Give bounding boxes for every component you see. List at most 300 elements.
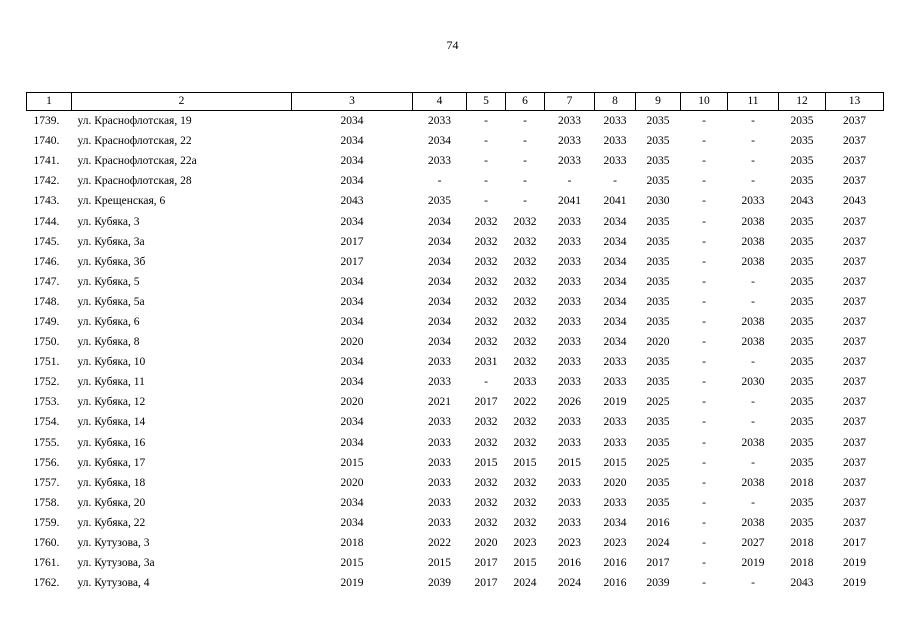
cell-row-number: 1758.	[33, 496, 60, 509]
cell-value-col-10: -	[702, 577, 706, 590]
cell-value-col-3: 2043	[340, 195, 364, 208]
table-row	[27, 352, 884, 372]
cell-value-col-10: -	[702, 376, 706, 389]
cell-value-col-10: -	[702, 275, 706, 288]
cell-value-col-3: 2034	[340, 155, 364, 168]
cell-value-col-8: 2015	[603, 456, 627, 469]
table-row	[27, 232, 884, 252]
cell-value-col-3: 2015	[340, 557, 364, 570]
cell-value-col-8: 2034	[603, 295, 627, 308]
column-header: 12	[779, 93, 826, 111]
cell-value-col-12: 2035	[790, 396, 814, 409]
cell-value-col-7: 2015	[558, 456, 581, 469]
cell-value-col-8: 2041	[603, 195, 627, 208]
cell-row-number: 1744.	[33, 215, 60, 228]
cell-value-col-7: 2033	[558, 516, 581, 529]
cell-address: ул. Краснофлотская, 22а	[77, 155, 197, 168]
cell-value-col-10: -	[702, 215, 706, 228]
cell-address: ул. Кубяка, 16	[77, 436, 146, 449]
cell-value-col-11: 2038	[741, 476, 765, 489]
column-header: 7	[545, 93, 595, 111]
cell-value-col-3: 2034	[340, 215, 364, 228]
cell-value-col-3: 2020	[340, 336, 364, 349]
table-row	[27, 533, 884, 553]
table-row	[27, 412, 884, 432]
cell-value-col-4: 2033	[428, 155, 451, 168]
cell-value-col-13: 2037	[843, 115, 866, 128]
cell-value-col-13: 2043	[843, 195, 866, 208]
cell-value-col-7: 2026	[558, 396, 581, 409]
cell-value-col-9: 2017	[646, 557, 670, 570]
cell-value-col-10: -	[702, 175, 706, 188]
cell-value-col-10: -	[702, 396, 706, 409]
cell-value-col-4: 2033	[428, 496, 451, 509]
cell-value-col-6: 2032	[513, 516, 537, 529]
cell-value-col-5: 2031	[474, 356, 498, 369]
column-header: 13	[826, 93, 884, 111]
cell-value-col-8: 2034	[603, 516, 627, 529]
table-row	[27, 292, 884, 312]
cell-value-col-5: -	[484, 155, 488, 168]
cell-value-col-5: 2032	[474, 295, 498, 308]
cell-value-col-5: -	[484, 175, 488, 188]
cell-value-col-4: 2034	[428, 255, 451, 268]
cell-value-col-12: 2035	[790, 115, 814, 128]
cell-value-col-8: 2034	[603, 255, 627, 268]
cell-value-col-5: 2032	[474, 215, 498, 228]
cell-value-col-13: 2037	[843, 255, 866, 268]
cell-value-col-13: 2037	[843, 235, 866, 248]
table-row	[27, 453, 884, 473]
cell-value-col-7: 2033	[558, 356, 581, 369]
cell-row-number: 1748.	[33, 295, 60, 308]
cell-value-col-7: 2041	[558, 195, 581, 208]
cell-value-col-10: -	[702, 456, 706, 469]
cell-value-col-4: 2021	[428, 396, 451, 409]
cell-value-col-12: 2035	[790, 275, 814, 288]
cell-value-col-9: 2024	[646, 537, 670, 550]
cell-value-col-12: 2035	[790, 315, 814, 328]
cell-value-col-3: 2020	[340, 476, 364, 489]
cell-value-col-3: 2020	[340, 396, 364, 409]
cell-value-col-9: 2035	[646, 436, 670, 449]
cell-value-col-6: 2023	[513, 537, 537, 550]
cell-address: ул. Кутузова, 4	[77, 577, 150, 590]
cell-value-col-9: 2025	[646, 396, 670, 409]
cell-value-col-10: -	[702, 255, 706, 268]
cell-value-col-8: 2034	[603, 275, 627, 288]
cell-address: ул. Краснофлотская, 22	[77, 135, 192, 148]
cell-value-col-11: 2027	[741, 537, 765, 550]
cell-value-col-8: 2033	[603, 155, 627, 168]
cell-value-col-8: 2033	[603, 436, 627, 449]
data-table	[26, 92, 884, 593]
cell-value-col-8: 2034	[603, 315, 627, 328]
table-body	[27, 111, 884, 594]
cell-address: ул. Краснофлотская, 19	[77, 115, 192, 128]
table-row	[27, 151, 884, 171]
cell-address: ул. Краснофлотская, 28	[77, 175, 192, 188]
cell-value-col-3: 2015	[340, 456, 364, 469]
table-row	[27, 211, 884, 231]
cell-value-col-12: 2018	[790, 557, 814, 570]
cell-value-col-4: 2034	[428, 235, 451, 248]
cell-address: ул. Кубяка, 5	[77, 275, 140, 288]
column-header: 5	[467, 93, 506, 111]
column-header: 1	[27, 93, 72, 111]
cell-value-col-6: -	[523, 135, 527, 148]
cell-value-col-9: 2035	[646, 155, 670, 168]
cell-value-col-12: 2035	[790, 135, 814, 148]
cell-value-col-11: 2038	[741, 516, 765, 529]
cell-value-col-3: 2034	[340, 275, 364, 288]
cell-value-col-7: 2033	[558, 155, 581, 168]
cell-value-col-10: -	[702, 476, 706, 489]
cell-row-number: 1761.	[33, 557, 60, 570]
table-row	[27, 111, 884, 132]
cell-value-col-6: -	[523, 155, 527, 168]
cell-value-col-13: 2017	[843, 537, 866, 550]
table-row	[27, 473, 884, 493]
table-row	[27, 553, 884, 573]
cell-address: ул. Кубяка, 3б	[77, 255, 146, 268]
cell-value-col-9: 2035	[646, 255, 670, 268]
cell-value-col-5: 2032	[474, 255, 498, 268]
cell-value-col-13: 2037	[843, 416, 866, 429]
cell-row-number: 1746.	[33, 255, 60, 268]
cell-address: ул. Кубяка, 11	[77, 376, 145, 389]
table-row	[27, 312, 884, 332]
cell-address: ул. Кубяка, 10	[77, 356, 146, 369]
cell-value-col-4: 2034	[428, 336, 451, 349]
cell-value-col-8: 2033	[603, 135, 627, 148]
cell-value-col-9: 2035	[646, 215, 670, 228]
cell-value-col-9: 2035	[646, 115, 670, 128]
header-row	[27, 93, 884, 111]
cell-value-col-6: 2015	[513, 557, 537, 570]
cell-value-col-6: -	[523, 175, 527, 188]
cell-value-col-7: -	[567, 175, 572, 188]
cell-value-col-6: 2015	[513, 456, 537, 469]
cell-value-col-8: 2020	[603, 476, 627, 489]
cell-address: ул. Кубяка, 22	[77, 516, 146, 529]
cell-value-col-4: 2033	[428, 416, 451, 429]
cell-value-col-11: 2038	[741, 436, 765, 449]
cell-value-col-13: 2037	[843, 135, 866, 148]
cell-value-col-7: 2016	[558, 557, 581, 570]
cell-value-col-12: 2043	[790, 195, 814, 208]
cell-value-col-7: 2033	[558, 315, 581, 328]
cell-value-col-5: -	[484, 135, 488, 148]
column-header: 10	[681, 93, 728, 111]
cell-value-col-4: 2034	[428, 295, 451, 308]
cell-value-col-13: 2037	[843, 336, 866, 349]
cell-value-col-3: 2034	[340, 516, 364, 529]
cell-value-col-7: 2033	[558, 235, 581, 248]
cell-value-col-13: 2037	[843, 215, 866, 228]
cell-value-col-13: 2037	[843, 315, 866, 328]
table-row	[27, 131, 884, 151]
cell-value-col-7: 2033	[558, 295, 581, 308]
cell-value-col-11: 2038	[741, 336, 765, 349]
cell-value-col-12: 2035	[790, 336, 814, 349]
cell-value-col-11: 2033	[741, 195, 765, 208]
cell-value-col-10: -	[702, 336, 706, 349]
table-row	[27, 573, 884, 593]
cell-value-col-4: 2034	[428, 275, 451, 288]
cell-value-col-6: 2032	[513, 416, 537, 429]
cell-value-col-12: 2035	[790, 516, 814, 529]
cell-value-col-13: 2037	[843, 496, 866, 509]
cell-value-col-10: -	[702, 416, 706, 429]
cell-value-col-3: 2034	[340, 135, 364, 148]
cell-value-col-8: 2033	[603, 115, 627, 128]
cell-row-number: 1753.	[33, 396, 60, 409]
cell-value-col-11: -	[751, 275, 755, 288]
cell-value-col-9: 2020	[646, 336, 670, 349]
cell-value-col-3: 2034	[340, 376, 364, 389]
cell-value-col-4: 2035	[428, 195, 451, 208]
cell-value-col-11: 2030	[741, 376, 765, 389]
column-header: 2	[72, 93, 292, 111]
page-number: 74	[446, 38, 459, 52]
cell-row-number: 1754.	[33, 416, 60, 429]
cell-value-col-4: 2039	[428, 577, 451, 590]
cell-value-col-7: 2033	[558, 275, 581, 288]
cell-value-col-13: 2037	[843, 275, 866, 288]
cell-row-number: 1739.	[33, 115, 60, 128]
cell-row-number: 1759.	[33, 516, 60, 529]
cell-value-col-3: 2034	[340, 115, 364, 128]
cell-value-col-7: 2033	[558, 255, 581, 268]
cell-value-col-13: 2037	[843, 456, 866, 469]
cell-value-col-5: 2032	[474, 496, 498, 509]
cell-value-col-3: 2019	[340, 577, 364, 590]
cell-value-col-12: 2035	[790, 235, 814, 248]
cell-value-col-13: 2037	[843, 155, 866, 168]
cell-row-number: 1741.	[33, 155, 60, 168]
cell-value-col-9: 2035	[646, 496, 670, 509]
cell-value-col-4: 2034	[428, 135, 451, 148]
cell-row-number: 1743.	[33, 195, 60, 208]
cell-value-col-8: 2019	[603, 396, 627, 409]
cell-value-col-12: 2035	[790, 376, 814, 389]
cell-value-col-8: 2033	[603, 356, 627, 369]
cell-value-col-11: -	[751, 416, 755, 429]
cell-value-col-3: 2034	[340, 496, 364, 509]
cell-value-col-9: 2030	[646, 195, 670, 208]
cell-value-col-8: 2016	[603, 557, 627, 570]
cell-value-col-5: 2017	[474, 396, 498, 409]
cell-value-col-9: 2035	[646, 235, 670, 248]
cell-address: ул. Кубяка, 17	[77, 456, 146, 469]
cell-value-col-6: 2032	[513, 356, 537, 369]
cell-value-col-4: -	[437, 175, 442, 188]
cell-value-col-5: 2017	[474, 577, 498, 590]
cell-value-col-5: -	[484, 376, 488, 389]
cell-value-col-7: 2023	[558, 537, 581, 550]
cell-value-col-5: 2015	[474, 456, 498, 469]
cell-value-col-13: 2037	[843, 476, 866, 489]
cell-row-number: 1747.	[33, 275, 60, 288]
cell-value-col-7: 2033	[558, 115, 581, 128]
cell-value-col-11: -	[751, 396, 755, 409]
cell-value-col-4: 2033	[428, 436, 451, 449]
cell-row-number: 1750.	[33, 336, 60, 349]
cell-value-col-9: 2035	[646, 476, 670, 489]
cell-value-col-9: 2016	[646, 516, 670, 529]
cell-value-col-7: 2033	[558, 416, 581, 429]
cell-value-col-7: 2024	[558, 577, 581, 590]
cell-value-col-7: 2033	[558, 135, 581, 148]
cell-value-col-5: 2032	[474, 235, 498, 248]
cell-row-number: 1762.	[33, 577, 60, 590]
cell-value-col-12: 2018	[790, 537, 814, 550]
cell-value-col-4: 2033	[428, 115, 451, 128]
cell-value-col-12: 2035	[790, 416, 814, 429]
cell-value-col-5: 2032	[474, 315, 498, 328]
cell-row-number: 1751.	[33, 356, 60, 369]
column-header: 11	[728, 93, 779, 111]
cell-value-col-6: 2032	[513, 255, 537, 268]
cell-value-col-12: 2018	[790, 476, 814, 489]
cell-value-col-6: 2032	[513, 215, 537, 228]
cell-row-number: 1745.	[33, 235, 60, 248]
cell-value-col-11: -	[751, 175, 755, 188]
cell-value-col-5: 2032	[474, 336, 498, 349]
cell-address: ул. Кутузова, 3а	[77, 557, 155, 570]
cell-value-col-6: -	[523, 115, 527, 128]
cell-value-col-3: 2034	[340, 436, 364, 449]
table-row	[27, 433, 884, 453]
cell-value-col-5: -	[484, 115, 488, 128]
cell-value-col-11: -	[751, 155, 755, 168]
cell-row-number: 1749.	[33, 315, 60, 328]
cell-value-col-9: 2035	[646, 275, 670, 288]
cell-value-col-6: -	[523, 195, 527, 208]
cell-value-col-10: -	[702, 516, 706, 529]
cell-value-col-6: 2032	[513, 315, 537, 328]
cell-address: ул. Кубяка, 8	[77, 336, 140, 349]
cell-value-col-12: 2035	[790, 295, 814, 308]
cell-value-col-7: 2033	[558, 215, 581, 228]
cell-value-col-3: 2017	[340, 235, 364, 248]
cell-value-col-8: 2034	[603, 235, 627, 248]
cell-address: ул. Кутузова, 3	[77, 537, 150, 550]
cell-value-col-12: 2043	[790, 577, 814, 590]
cell-address: ул. Кубяка, 12	[77, 396, 146, 409]
cell-row-number: 1752.	[33, 376, 60, 389]
cell-value-col-3: 2034	[340, 295, 364, 308]
cell-value-col-5: 2020	[474, 537, 498, 550]
table-row	[27, 392, 884, 412]
cell-value-col-6: 2032	[513, 436, 537, 449]
column-header: 6	[506, 93, 545, 111]
cell-value-col-12: 2035	[790, 175, 814, 188]
cell-value-col-6: 2032	[513, 295, 537, 308]
cell-value-col-10: -	[702, 195, 706, 208]
cell-row-number: 1742.	[33, 175, 60, 188]
cell-value-col-9: 2035	[646, 135, 670, 148]
cell-value-col-7: 2033	[558, 496, 581, 509]
cell-value-col-6: 2032	[513, 496, 537, 509]
cell-row-number: 1757.	[33, 476, 60, 489]
cell-value-col-4: 2015	[428, 557, 451, 570]
cell-value-col-10: -	[702, 115, 706, 128]
cell-value-col-13: 2037	[843, 516, 866, 529]
cell-address: ул. Кубяка, 14	[77, 416, 146, 429]
table-row	[27, 191, 884, 211]
cell-address: ул. Кубяка, 6	[77, 315, 140, 328]
cell-value-col-6: 2024	[513, 577, 537, 590]
cell-value-col-10: -	[702, 135, 706, 148]
cell-value-col-8: 2033	[603, 496, 627, 509]
cell-value-col-11: 2019	[741, 557, 765, 570]
cell-address: ул. Кубяка, 20	[77, 496, 146, 509]
cell-value-col-9: 2035	[646, 356, 670, 369]
cell-value-col-9: 2035	[646, 416, 670, 429]
table-row	[27, 513, 884, 533]
cell-value-col-6: 2033	[513, 376, 537, 389]
cell-value-col-3: 2034	[340, 175, 364, 188]
cell-value-col-3: 2017	[340, 255, 364, 268]
cell-value-col-13: 2037	[843, 376, 866, 389]
cell-value-col-11: -	[751, 577, 755, 590]
cell-value-col-4: 2034	[428, 215, 451, 228]
cell-row-number: 1756.	[33, 456, 60, 469]
cell-value-col-3: 2034	[340, 356, 364, 369]
cell-value-col-5: 2032	[474, 436, 498, 449]
cell-value-col-5: 2032	[474, 476, 498, 489]
cell-value-col-10: -	[702, 295, 706, 308]
cell-value-col-13: 2037	[843, 356, 866, 369]
cell-value-col-4: 2033	[428, 476, 451, 489]
cell-value-col-4: 2033	[428, 356, 451, 369]
cell-value-col-8: 2023	[603, 537, 627, 550]
cell-value-col-9: 2025	[646, 456, 670, 469]
cell-value-col-10: -	[702, 315, 706, 328]
cell-value-col-11: -	[751, 456, 755, 469]
cell-value-col-4: 2033	[428, 456, 451, 469]
cell-value-col-11: -	[751, 135, 755, 148]
cell-value-col-12: 2035	[790, 436, 814, 449]
cell-value-col-10: -	[702, 155, 706, 168]
cell-value-col-7: 2033	[558, 336, 581, 349]
cell-value-col-8: 2033	[603, 376, 627, 389]
cell-value-col-7: 2033	[558, 476, 581, 489]
cell-value-col-5: 2032	[474, 275, 498, 288]
cell-value-col-9: 2035	[646, 175, 670, 188]
cell-value-col-3: 2018	[340, 537, 364, 550]
cell-value-col-4: 2022	[428, 537, 451, 550]
cell-row-number: 1760.	[33, 537, 60, 550]
cell-address: ул. Кубяка, 3а	[77, 235, 145, 248]
cell-row-number: 1755.	[33, 436, 60, 449]
cell-value-col-8: -	[613, 175, 617, 188]
cell-value-col-12: 2035	[790, 356, 814, 369]
cell-value-col-7: 2033	[558, 436, 581, 449]
cell-value-col-7: 2033	[558, 376, 581, 389]
cell-row-number: 1740.	[33, 135, 60, 148]
cell-value-col-5: 2017	[474, 557, 498, 570]
cell-value-col-12: 2035	[790, 456, 814, 469]
cell-value-col-9: 2035	[646, 315, 670, 328]
cell-value-col-10: -	[702, 537, 706, 550]
cell-value-col-3: 2034	[340, 416, 364, 429]
cell-value-col-13: 2037	[843, 436, 866, 449]
cell-value-col-6: 2032	[513, 275, 537, 288]
cell-value-col-11: -	[751, 496, 755, 509]
